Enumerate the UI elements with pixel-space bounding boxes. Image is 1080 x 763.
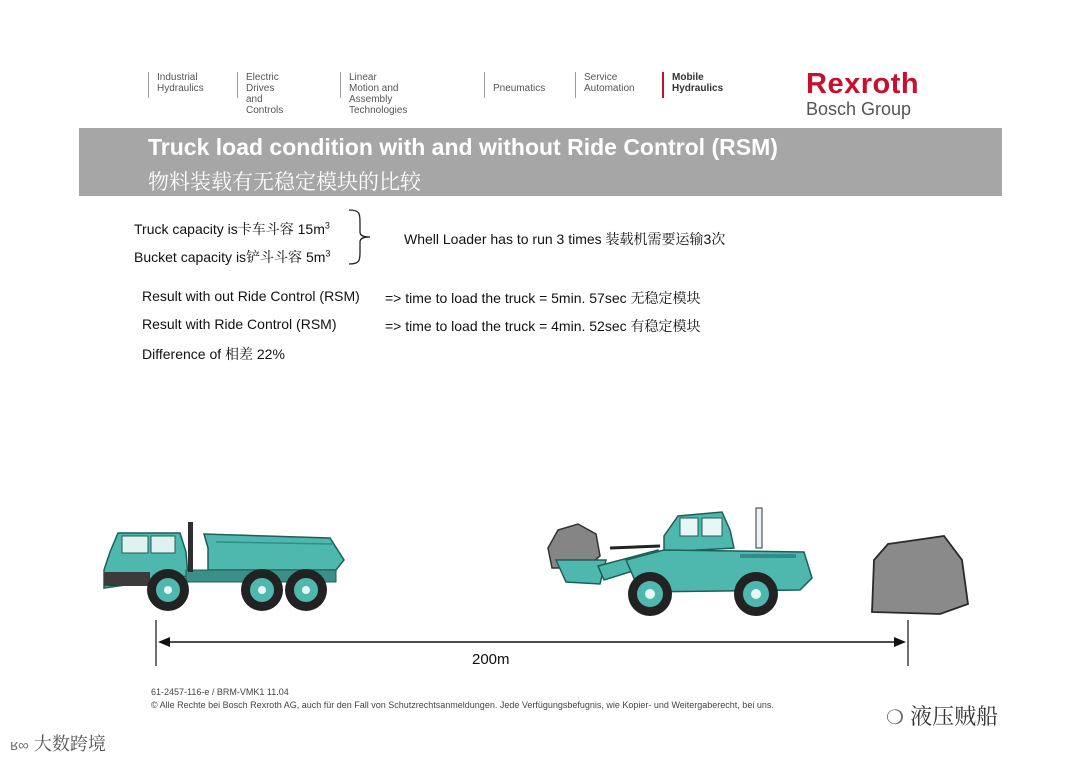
loading-illustration <box>0 490 1080 680</box>
bucket-capacity <box>134 247 330 267</box>
brand-group: Bosch Group <box>806 99 912 119</box>
distance-arrow <box>156 620 908 666</box>
difference-text: Difference of 相差 22% <box>142 346 285 362</box>
result-with-value: => time to load the truck = 4min. 52sec 有稳定模块 <box>385 318 701 334</box>
result-without-value: => time to load the truck = 5min. 57sec 无稳定模块 <box>385 290 701 306</box>
page-title: Truck load condition with and without Ride Control (RSM) <box>148 134 778 160</box>
brand-name: Rexroth <box>806 68 920 100</box>
rock-pile-icon <box>872 536 968 614</box>
watermark-right <box>886 700 998 731</box>
nav-item-service-automation[interactable]: Service Automation <box>575 72 635 98</box>
loader-runs: Whell Loader has to run 3 times 装载机需要运输3次 <box>404 231 726 247</box>
watermark-right-text: 液压贼船 <box>910 704 999 729</box>
brand-logo <box>806 70 919 120</box>
bucket-capacity-label: Bucket capacity is <box>134 249 247 265</box>
cubic-superscript: 3 <box>325 248 331 259</box>
wechat-icon: ❍ <box>886 707 904 729</box>
result-without-label: Result with out Ride Control (RSM) <box>142 288 360 304</box>
nav-item-pneumatics[interactable]: Pneumatics <box>484 72 545 98</box>
wheel-loader-icon <box>548 508 812 616</box>
truck-capacity <box>134 219 330 239</box>
truck-capacity-label: Truck capacity is <box>134 221 238 237</box>
nav-item-electric-drives[interactable]: Electric Drives and Controls <box>237 72 283 98</box>
dump-truck-icon <box>104 522 344 611</box>
distance-label: 200m <box>472 651 510 668</box>
watermark-left <box>10 730 106 756</box>
copyright-notice: © Alle Rechte bei Bosch Rexroth AG, auch für den Fall von Schutzrechtsanmeldungen. Jede Verfügungsbefugnis, wie Kopier- und Weitergaberecht, bei uns. <box>151 700 774 710</box>
cubic-superscript: 3 <box>324 220 330 231</box>
curly-brace-icon <box>346 208 376 266</box>
watermark-left-text: 大数跨境 <box>33 734 106 754</box>
nav-item-industrial-hydraulics[interactable]: Industrial Hydraulics <box>148 72 204 98</box>
document-code: 61-2457-116-e / BRM-VMK1 11.04 <box>151 687 289 697</box>
watermark-logo-icon: ʁ∞ <box>10 737 29 754</box>
page-subtitle-zh: 物料装载有无稳定模块的比较 <box>148 171 421 194</box>
nav-item-linear-motion[interactable]: Linear Motion and Assembly Technologies <box>340 72 407 98</box>
truck-capacity-value: 卡车斗容 15m <box>237 221 325 237</box>
result-with-label: Result with Ride Control (RSM) <box>142 316 337 332</box>
bucket-capacity-value: 铲斗斗容 5m <box>246 249 326 265</box>
nav-item-mobile-hydraulics[interactable]: Mobile Hydraulics <box>662 72 723 98</box>
